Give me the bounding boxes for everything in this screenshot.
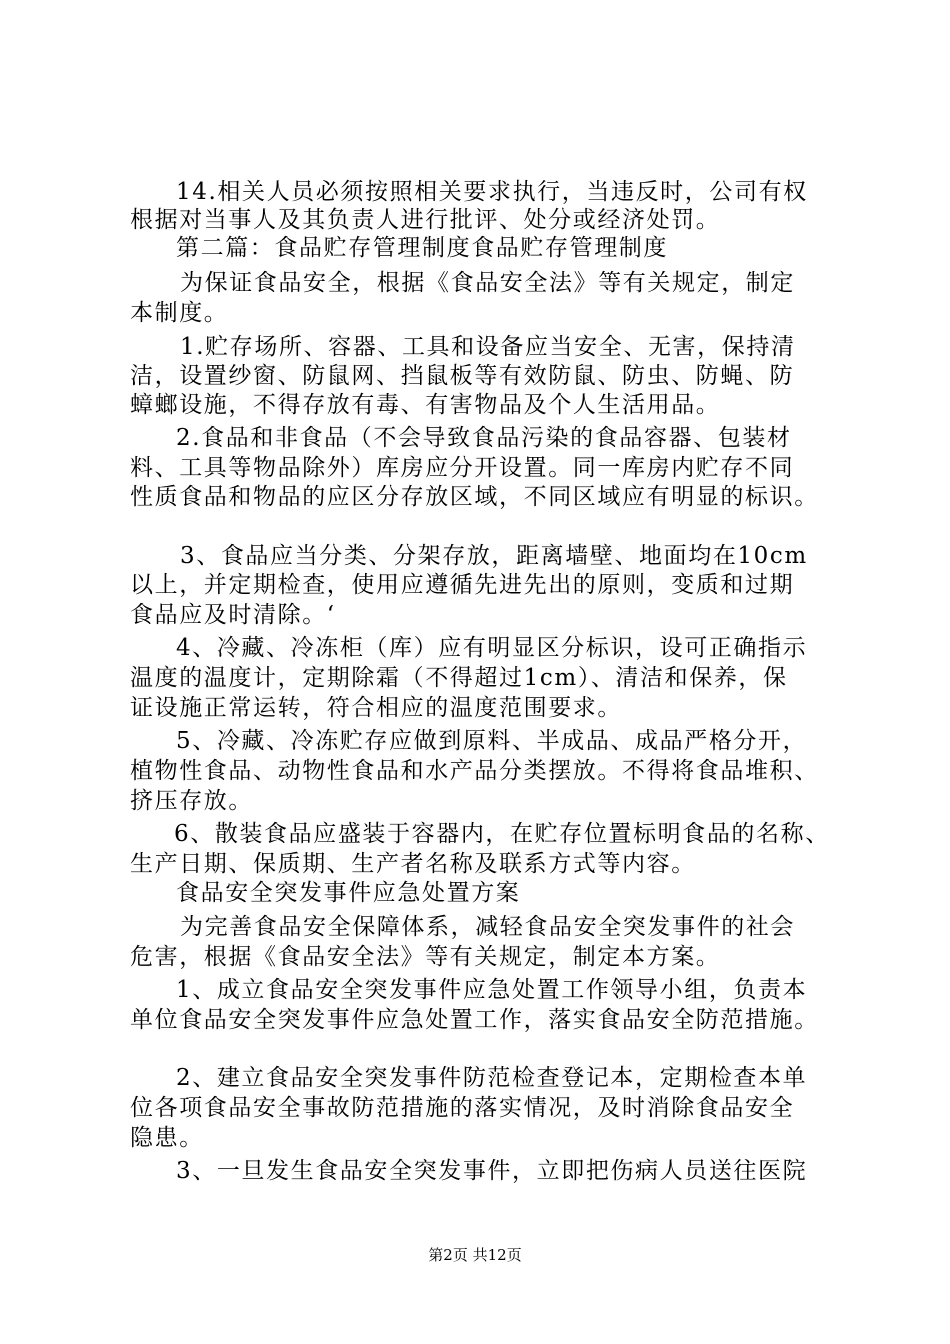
section-heading: 第二篇：食品贮存管理制度食品贮存管理制度 — [176, 235, 668, 261]
paragraph-line: 1、成立食品安全突发事件应急处置工作领导小组，负责本 — [176, 977, 808, 1003]
paragraph-line: 温度的温度计，定期除霜（不得超过1cm）、清洁和保养，保 — [130, 665, 788, 691]
paragraph-line: 为保证食品安全，根据《食品安全法》等有关规定，制定 — [180, 270, 795, 296]
paragraph-line: 2.食品和非食品（不会导致食品污染的食品容器、包装材 — [176, 425, 792, 451]
paragraph-line: 洁，设置纱窗、防鼠网、挡鼠板等有效防鼠、防虫、防蝇、防 — [130, 363, 795, 389]
paragraph-line: 料、工具等物品除外）库房应分开设置。同一库房内贮存不同 — [130, 455, 795, 481]
paragraph-line: 3、食品应当分类、分架存放，距离墙壁、地面均在10cm — [180, 543, 808, 569]
page-number-footer: 第2页 共12页 — [428, 1246, 522, 1264]
paragraph-line: 危害，根据《食品安全法》等有关规定，制定本方案。 — [130, 944, 721, 970]
paragraph-line: 以上，并定期检查，使用应遵循先进先出的原则，变质和过期 — [130, 572, 795, 598]
paragraph-line: 14.相关人员必须按照相关要求执行，当违反时，公司有权 — [176, 179, 808, 205]
section-heading: 食品安全突发事件应急处置方案 — [176, 880, 521, 906]
paragraph-line: 性质食品和物品的应区分存放区域，不同区域应有明显的标识。 — [130, 484, 819, 510]
paragraph-line: 为完善食品安全保障体系，减轻食品安全突发事件的社会 — [180, 914, 795, 940]
paragraph-line: 6、散装食品应盛装于容器内，在贮存位置标明食品的名称、 — [174, 821, 830, 847]
paragraph-line: 挤压存放。 — [130, 788, 253, 814]
paragraph-line: 3、一旦发生食品安全突发事件，立即把伤病人员送往医院 — [176, 1158, 808, 1184]
paragraph-line: 单位食品安全突发事件应急处置工作，落实食品安全防范措施。 — [130, 1007, 819, 1033]
paragraph-line: 1.贮存场所、容器、工具和设备应当安全、无害，保持清 — [180, 334, 796, 360]
paragraph-line: 2、建立食品安全突发事件防范检查登记本，定期检查本单 — [176, 1065, 808, 1091]
paragraph-line: 蟑螂设施，不得存放有毒、有害物品及个人生活用品。 — [130, 392, 721, 418]
paragraph-line: 食品应及时清除。‘ — [130, 602, 336, 628]
paragraph-line: 根据对当事人及其负责人进行批评、处分或经济处罚。 — [130, 207, 721, 233]
paragraph-line: 4、冷藏、冷冻柜（库）应有明显区分标识，设可正确指示 — [176, 635, 808, 661]
paragraph-line: 植物性食品、动物性食品和水产品分类摆放。不得将食品堆积、 — [130, 758, 819, 784]
paragraph-line: 证设施正常运转，符合相应的温度范围要求。 — [130, 695, 622, 721]
paragraph-line: 生产日期、保质期、生产者名称及联系方式等内容。 — [130, 851, 696, 877]
paragraph-line: 5、冷藏、冷冻贮存应做到原料、半成品、成品严格分开， — [176, 728, 808, 754]
paragraph-line: 隐患。 — [130, 1125, 204, 1151]
paragraph-line: 位各项食品安全事故防范措施的落实情况，及时消除食品安全 — [130, 1095, 795, 1121]
paragraph-line: 本制度。 — [130, 300, 229, 326]
